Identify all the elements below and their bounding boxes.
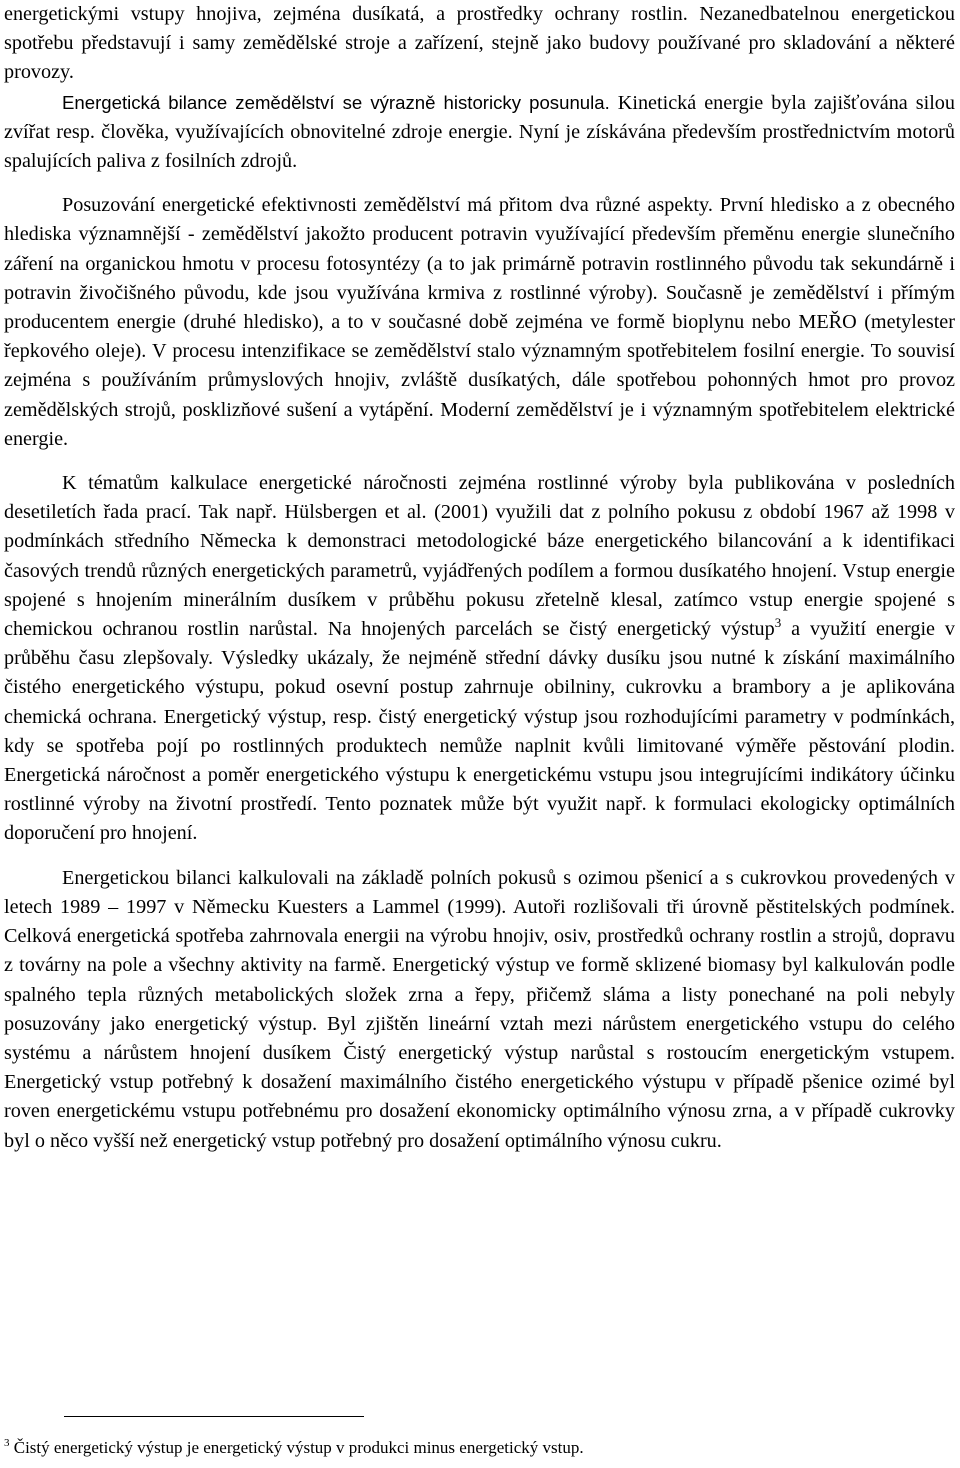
- paragraph-historical-shift-body: Kinetická energie byla zajišťována silou zvířat resp. člověka, využívajících obnovitelné zdroje energie. Nyní je získávána především prostřednictvím motorů spalujících paliva z fosilních zdrojů.: [4, 91, 955, 173]
- footnote-marker: 3: [4, 1437, 10, 1449]
- paragraph-hulsbergen-part-b: a využití energie v průběhu času zlepšovaly. Výsledky ukázaly, že nejméně střední dávky dusíku jsou nutné k získání maximálního čistého energetického výstupu, pokud osevní postup zahrnuje obilniny, cukrovku a brambory a je aplikována chemická ochrana. Energetický výstup, resp. čistý energetický výstup jsou rozhodujícími parametry v podmínkách, kdy se spotřeba pojí po rostlinných produktech nemůže naplnit kvůli limitované výměře pěstování plodin. Energetická náročnost a poměr energetického výstupu k energetickému vstupu jsou integrujícími indikátory účinku rostlinné výroby na životní prostředí. Tento poznatek může být využit např. k formulaci ekologicky optimálních doporučení pro hnojení.: [4, 618, 956, 845]
- footnote-reference: 3: [774, 615, 782, 631]
- footnote: [4, 1437, 955, 1459]
- paragraph-energy-inputs: energetickými vstupy hnojiva, zejména dusíkatá, a prostředky ochrany rostlin. Nezanedbatelnou energetickou spotřebu představují i samy zemědělské stroje a zařízení, stejně jako budovy používané pro skladování a některé provozy.: [4, 3, 955, 84]
- document-page: [4, 0, 955, 1156]
- footnote-text: Čistý energetický výstup je energetický výstup v produkci minus energetický vstup.: [13, 1438, 584, 1457]
- paragraph-hulsbergen-part-a: K tématům kalkulace energetické náročnosti zejména rostlinné výroby byla publikována v posledních desetiletích řada prací. Tak např. Hülsbergen et al. (2001) využili dat z polního pokusu z období 1967 až 1998 v podmínkách středního Německa k demonstraci metodologické báze energetického bilancování a k identifikaci časových trendů různých energetických parametrů, vyjádřených podílem a formou dusíkatého hnojení. Vstup energie spojené s hnojením minerálním dusíkem v průběhu pokusu zřetelně klesal, zatímco vstup energie spojené s chemickou ochranou rostlin narůstal. Na hnojených parcelách se čistý energetický výstup: [4, 472, 955, 641]
- paragraph-historical-shift: [4, 88, 955, 177]
- paragraph-hulsbergen: [4, 469, 955, 849]
- paragraph-historical-shift-lead: Energetická bilance zemědělství se výrazně historicky posunula.: [62, 91, 610, 113]
- paragraph-kuesters-lammel: Energetickou bilanci kalkulovali na základě polních pokusů s ozimou pšenicí a s cukrovkou provedených v letech 1989 – 1997 v Německu Kuesters a Lammel (1999). Autoři rozlišovali tři úrovně pěstitelských podmínek. Celková energetická spotřeba zahrnovala energii na výrobu hnojiv, osiv, prostředků ochrany rostlin a strojů, dopravu z továrny na pole a všechny aktivity na farmě. Energetický výstup ve formě sklizené biomasy byl kalkulován podle spalného tepla různých metabolických složek zrna a řepy, přičemž sláma a listy ponechané na poli nebyly posuzovány jako energetický výstup. Byl zjištěn lineární vztah mezi nárůstem energetického vstupu do celého systému a nárůstem hnojení dusíkem Čistý energetický výstup narůstal s rostoucím energetickým vstupem. Energetický vstup potřebný k dosažení maximálního čistého energetického výstupu v případě pšenice ozimé byl roven energetickému vstupu potřebnému pro dosažení ekonomicky optimálního výnosu zrna, a v případě cukrovky byl o něco vyšší než energetický vstup potřebný pro dosažení optimálního výnosu cukru.: [4, 866, 955, 1152]
- footnote-separator: [64, 1416, 364, 1417]
- paragraph-efficiency-aspects: Posuzování energetické efektivnosti zemědělství má přitom dva různé aspekty. První hledisko a z obecného hlediska významnější - zemědělství jakožto producent potravin využívající především přeměnu energie slunečního záření na organickou hmotu v procesu fotosyntézy (a to jak primárně potravin rostlinného původu tak sekundárně i potravin živočišného původu, kde jsou využívána krmiva z rostlinné výroby). Současně je zemědělství i přímým producentem energie (druhé hledisko), a to v současné době zejména ve formě bioplynu nebo MEŘO (metylester řepkového oleje). V procesu intenzifikace se zemědělství stalo významným spotřebitelem fosilní energie. To souvisí zejména s používáním průmyslových hnojiv, zvláště dusíkatých, dále spotřebou pohonných hmot pro provoz zemědělských strojů, posklizňové sušení a vytápění. Moderní zemědělství je i významným spotřebitelem elektrické energie.: [4, 194, 955, 450]
